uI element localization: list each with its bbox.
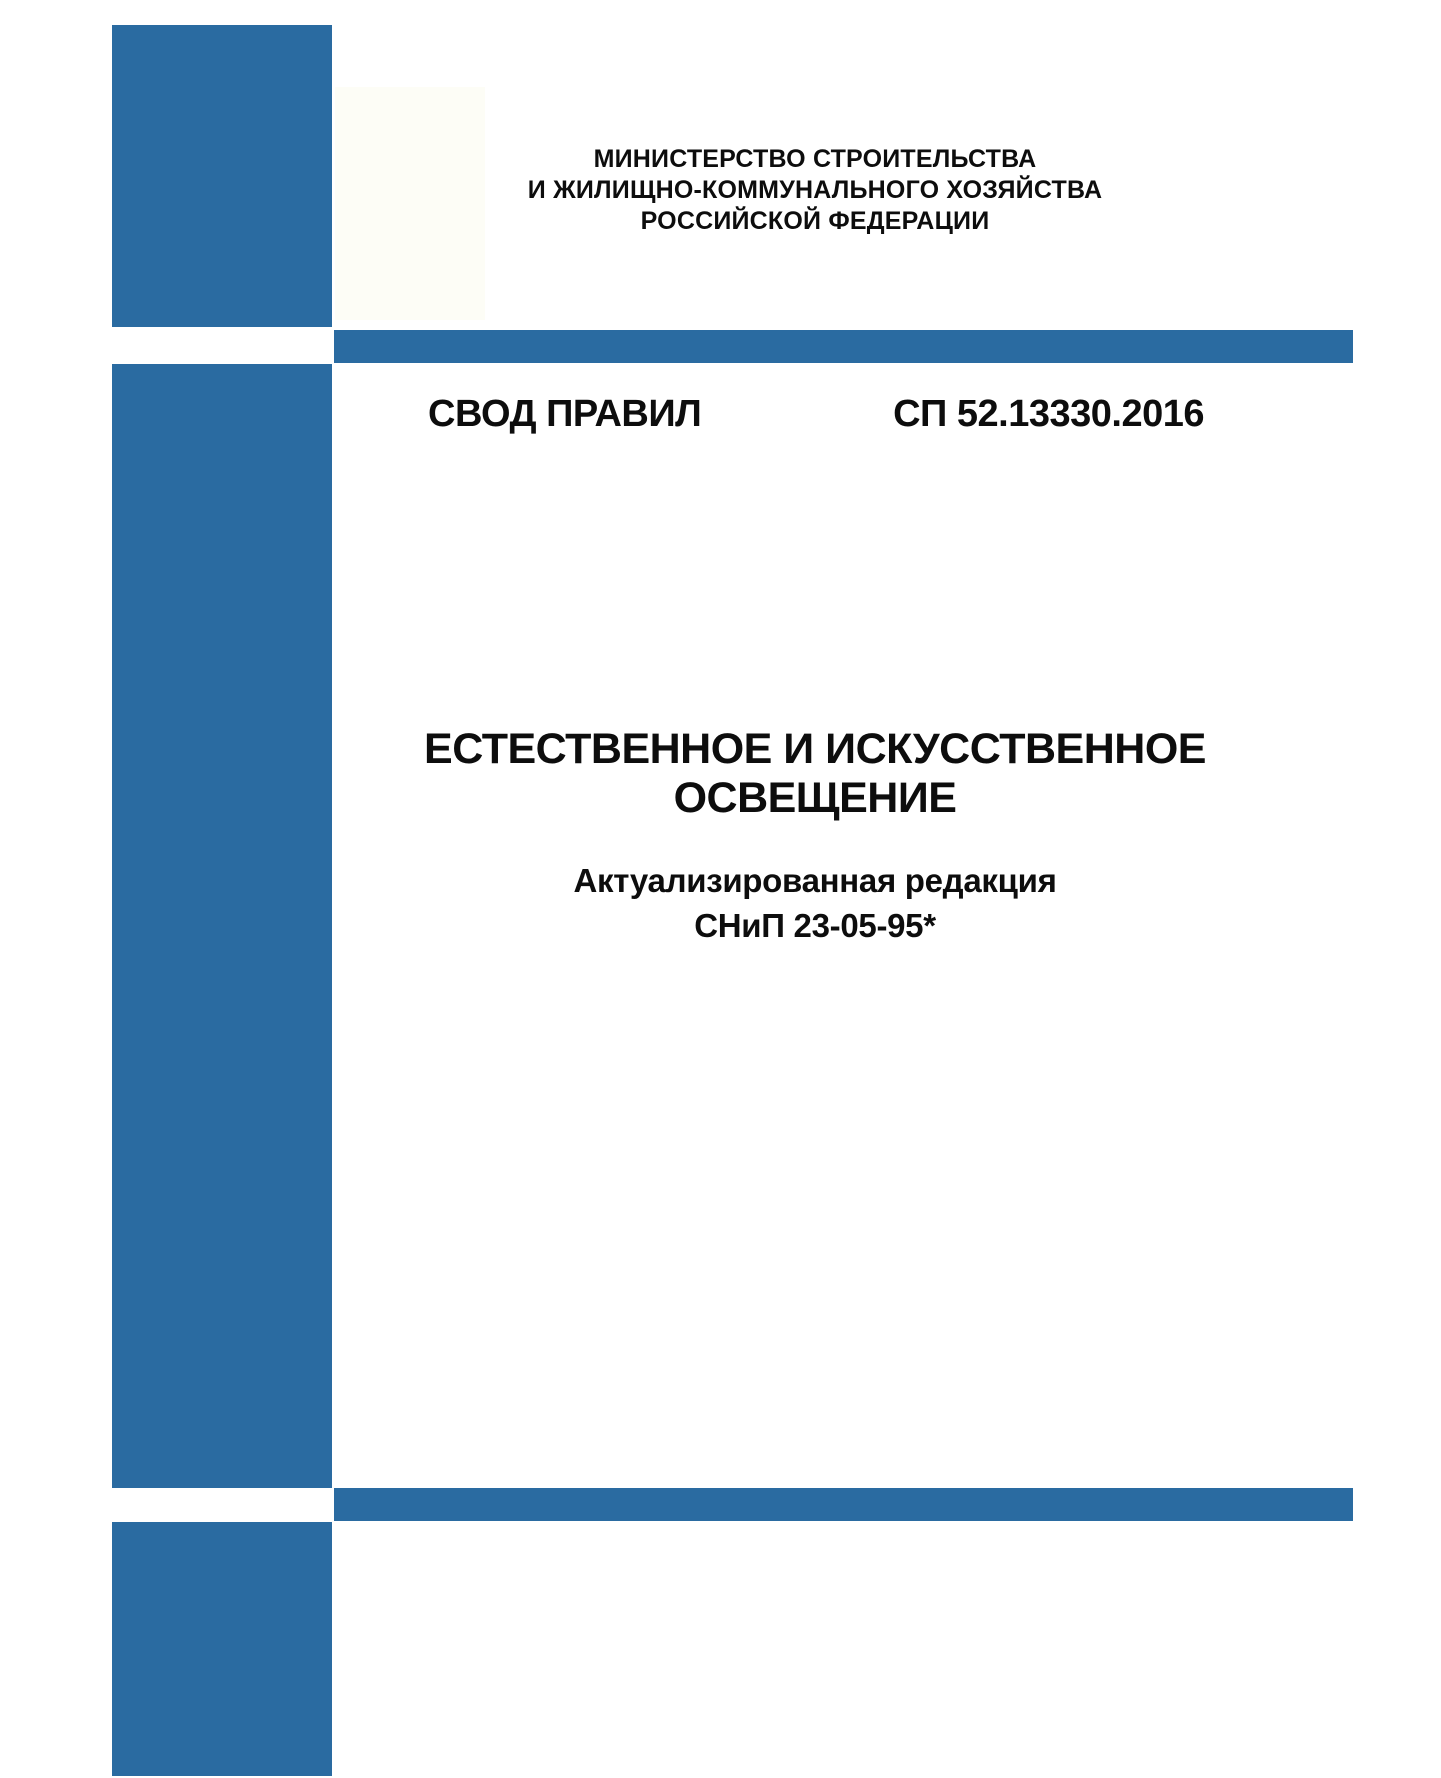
document-type-row xyxy=(428,393,1204,435)
title-line-2: ОСВЕЩЕНИЕ xyxy=(673,774,957,822)
ministry-header xyxy=(335,144,1295,237)
subtitle-line-2: СНиП 23-05-95* xyxy=(694,907,936,944)
top-left-blue-block xyxy=(112,25,332,327)
top-divider-bar xyxy=(334,330,1353,363)
ministry-line-1: МИНИСТЕРСТВО СТРОИТЕЛЬСТВА xyxy=(593,145,1037,173)
left-vertical-bar xyxy=(112,364,332,1488)
page-title xyxy=(335,725,1295,823)
page-subtitle xyxy=(335,858,1295,948)
document-code: СП 52.13330.2016 xyxy=(893,393,1204,435)
document-type-label: СВОД ПРАВИЛ xyxy=(428,393,702,435)
ministry-line-2: И ЖИЛИЩНО-КОММУНАЛЬНОГО ХОЗЯЙСТВА xyxy=(527,176,1103,204)
bottom-left-blue-block xyxy=(112,1522,332,1776)
subtitle-line-1: Актуализированная редакция xyxy=(573,862,1057,899)
title-line-1: ЕСТЕСТВЕННОЕ И ИСКУССТВЕННОЕ xyxy=(424,725,1206,773)
ministry-line-3: РОССИЙСКОЙ ФЕДЕРАЦИИ xyxy=(640,207,990,235)
bottom-divider-bar xyxy=(334,1488,1353,1521)
